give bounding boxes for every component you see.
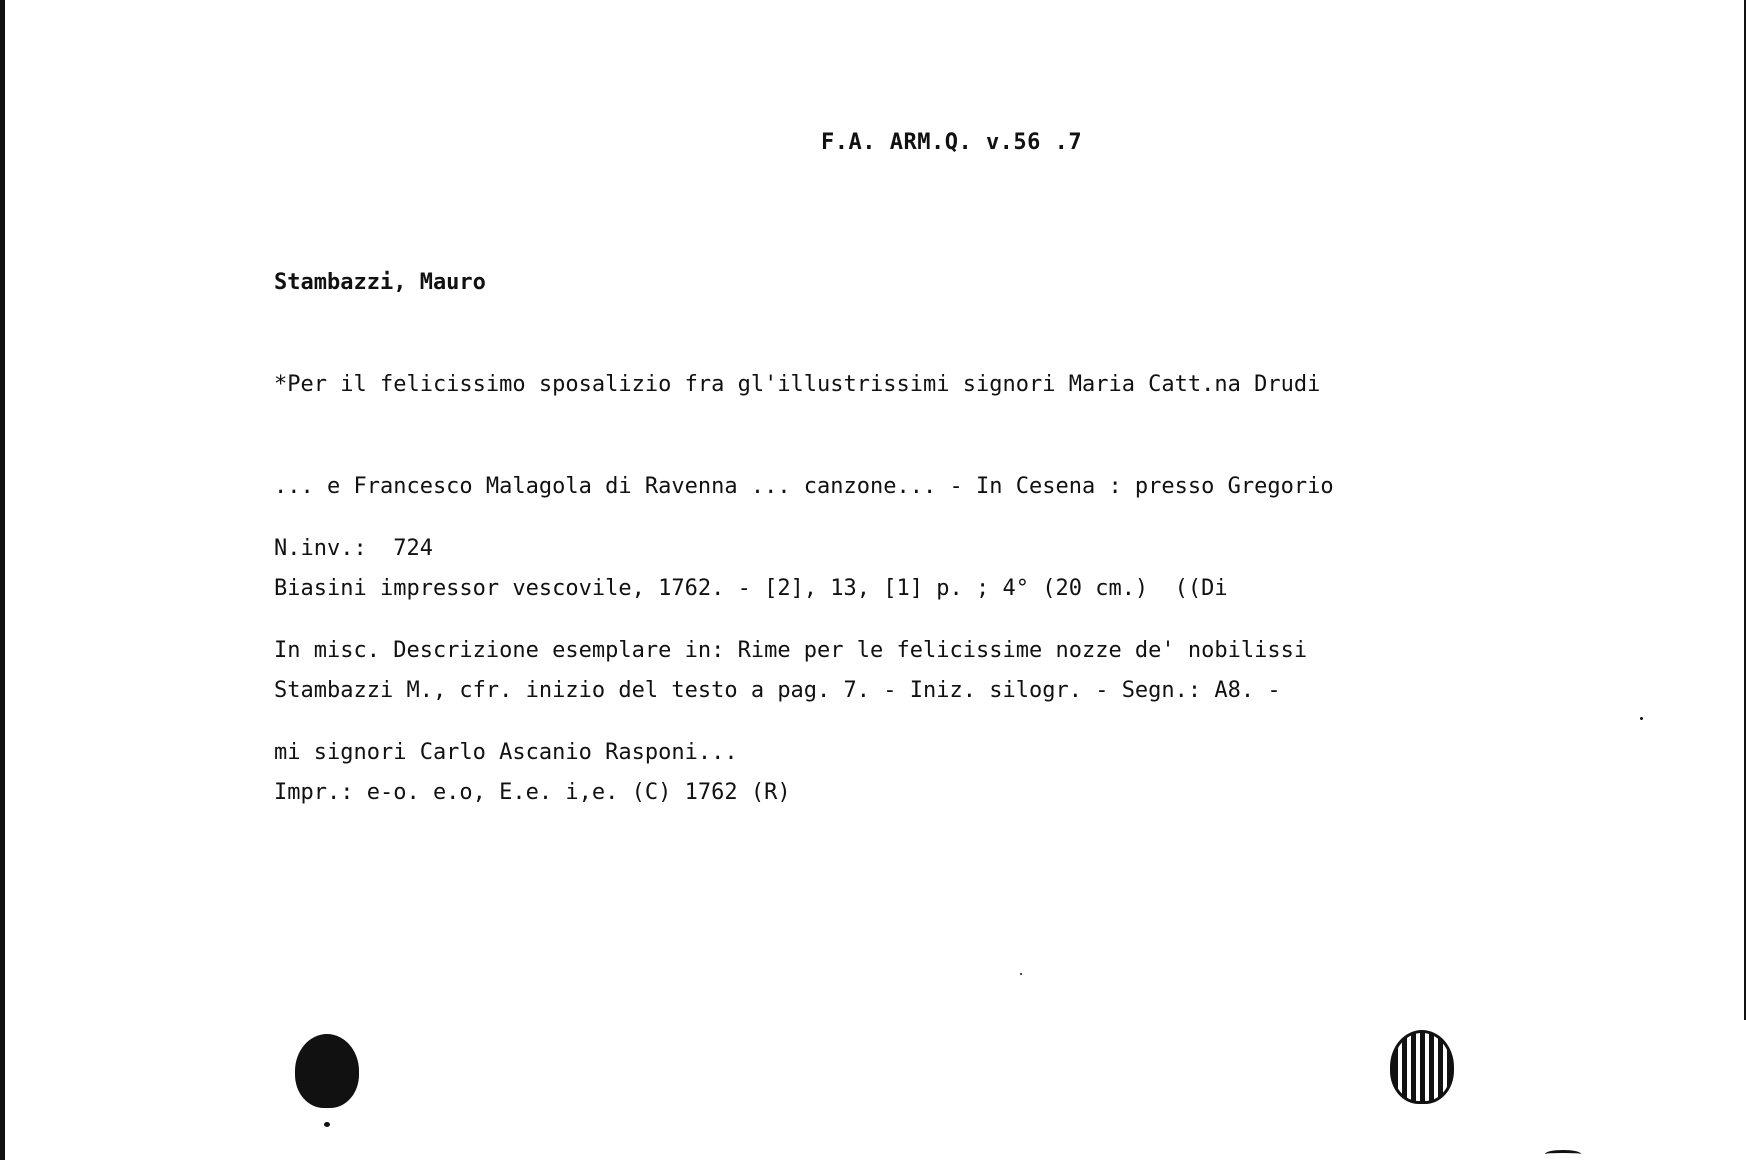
copy-note-line: mi signori Carlo Ascanio Rasponi... <box>274 740 738 765</box>
description-line: *Per il felicissimo sposalizio fra gl'illustrissimi signori Maria Catt.na Drudi <box>274 372 1321 397</box>
inventory-number: N.inv.: 724 <box>274 536 433 561</box>
description-line: Impr.: e-o. e.o, E.e. i,e. (C) 1762 (R) <box>274 780 791 805</box>
punch-hole-left <box>295 1034 359 1108</box>
punch-hole-right <box>1390 1030 1454 1104</box>
copy-information <box>274 464 1307 838</box>
scan-speck <box>324 1122 330 1127</box>
author-heading: Stambazzi, Mauro <box>274 270 486 295</box>
copy-note-line: In misc. Descrizione esemplare in: Rime per le felicissime nozze de' nobilissi <box>274 638 1308 663</box>
description-line: Biasini impressor vescovile, 1762. - [2], 13, [1] p. ; 4° (20 cm.) ((Di <box>274 576 1228 601</box>
scan-corner-mark <box>1545 1150 1581 1158</box>
scan-speck <box>1020 973 1022 975</box>
scan-edge-left <box>0 0 5 1160</box>
description-line: ... e Francesco Malagola di Ravenna ... canzone... - In Cesena : presso Gregorio <box>274 474 1334 499</box>
scan-speck <box>1640 717 1643 720</box>
shelfmark: F.A. ARM.Q. v.56 .7 <box>821 130 1083 155</box>
description-line: Stambazzi M., cfr. inizio del testo a pag. 7. - Iniz. silogr. - Segn.: A8. - <box>274 678 1281 703</box>
